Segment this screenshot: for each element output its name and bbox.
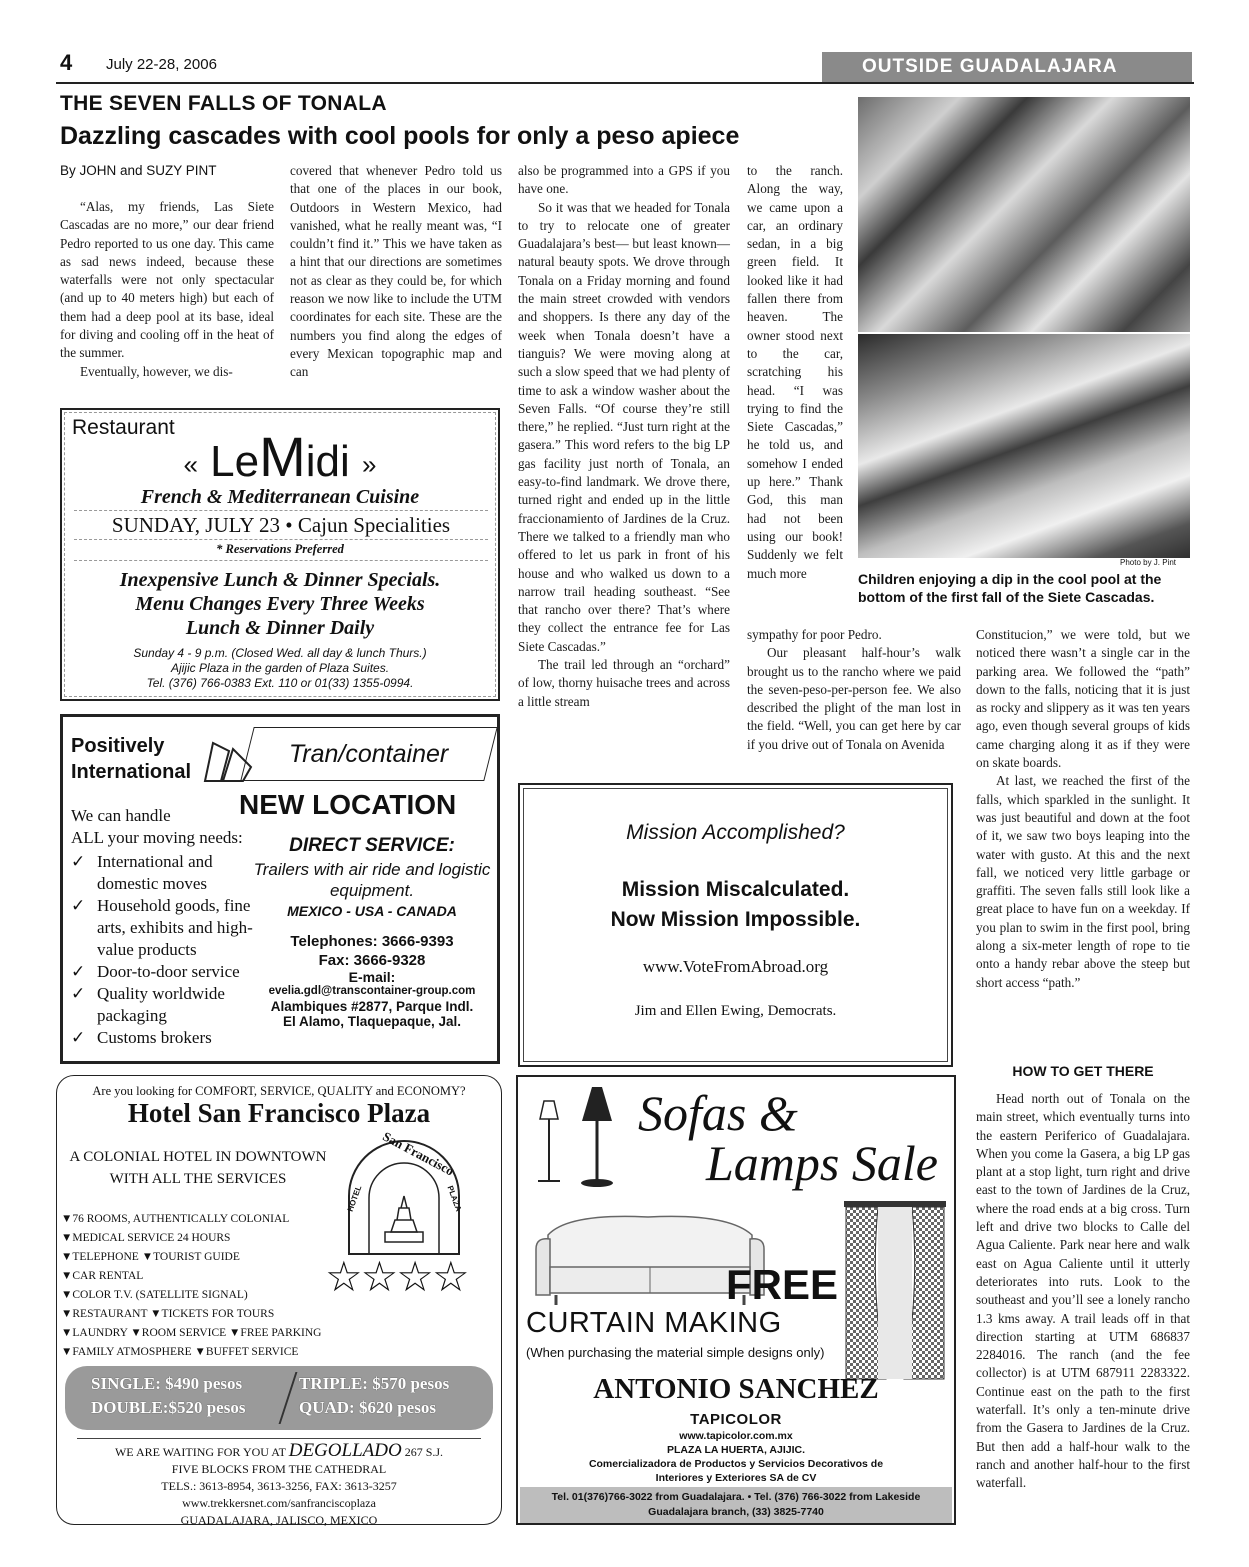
ad-mission-url: www.VoteFromAbroad.org (642, 957, 829, 976)
paragraph: At last, we reached the first of the falls, which sparkled in the sunlight. It was just beautiful and down at the foot of it, we saw two boys leaping into the water with gusto. At this and the next fall, we noticed very little garbage or graffiti. The seven falls still look like a great place to have fun on a weekday. If you plan to swim in the first pool, bring along a six-meter length of rope to tie onto a handy rebar above the steep but short access “path.” (976, 773, 1190, 990)
ad-hotel-rates (65, 1366, 493, 1430)
paragraph: Constitucion,” we were told, but we noticed there wasn’t a single car in the parking area. We followed the “path” down to the falls, noticing that it is just as rocky and slippery as it was ten years ago, even though several groups of kids came charging along it as if they were on skate boards. (976, 627, 1190, 771)
list-item: ✓ Quality worldwide packaging (71, 984, 225, 1025)
rate-quad: QUAD: $620 pesos (299, 1398, 436, 1417)
list-item: ✓ Door-to-door service (71, 962, 240, 981)
ad-trans-logo-box (240, 727, 497, 781)
rate-triple: TRIPLE: $570 pesos (299, 1374, 450, 1393)
paragraph: Our pleasant half-hour’s walk brought us to the rancho where we paid the seven-peso-per-person fee. We also described the plight of the man lost in the field. “Well, you can get here by car if you drive out of Tonala on Avenida (747, 645, 961, 752)
article-column-4 (747, 162, 843, 583)
article-column-1 (60, 198, 274, 381)
curtain-icon (844, 1201, 946, 1381)
article-byline: By JOHN and SUZY PINT (60, 163, 217, 178)
rate-double: DOUBLE:$520 pesos (91, 1398, 246, 1417)
ad-trans-brand: Positively International (71, 735, 192, 783)
ad-trans-list (71, 851, 271, 1049)
article-column-2 (290, 162, 502, 382)
ad-lemidi (60, 408, 500, 701)
list-item: ✓ International and domestic moves (71, 852, 213, 893)
ad-lemidi-special: SUNDAY, JULY 23 • Cajun Specialities (74, 510, 488, 540)
header-rule (56, 82, 1194, 84)
ad-sofas-lamps (516, 1075, 956, 1525)
waterfall-photo-bottom (858, 334, 1190, 558)
check-icon: ✓ (71, 896, 86, 915)
rate-single: SINGLE: $490 pesos (91, 1374, 243, 1393)
seal-text: PLAZA (445, 1184, 464, 1213)
ad-hotel-san-francisco (56, 1075, 502, 1525)
ad-lemidi-name: « LeMidi » (183, 425, 377, 488)
article-kicker: THE SEVEN FALLS OF TONALA (60, 92, 387, 115)
ad-lemidi-cuisine: French & Mediterranean Cuisine (140, 486, 420, 508)
ad-trans-logo: Tran/container (289, 739, 449, 768)
paragraph: So it was that we headed for Tonala to try to relocate one of greater Guadalajara’s best— but least known— natural beauty spots. We drove through Tonala on a Friday morning and found the main street crowded with vendors and shoppers. Is there any day of the week when Tonala doesn’t have a tianguis? We were moving along at such a slow speed that we had plenty of time to ask a window washer about the Seven Falls. “Of course they’re still there,” he replied. “Just turn right at the gasera.” This word refers to the big LP gas facility just north of Tonala, an easy-to-find landmark. We drove there, turned right and ended up in the little fraccionamiento of Jardines de la Cruz. There we talked to a friendly man who offered to let us park in front of his house and who walked us down to a narrow trail heading southeast. “See that rancho over there? That’s where they collect the entrance fee for Las Siete Cascadas.” (518, 199, 730, 654)
divider (77, 1438, 481, 1439)
rating-stars-icon: ☆☆☆☆ (325, 1255, 468, 1301)
ad-vote-from-abroad (518, 783, 953, 1067)
ad-sofas-title1: Sofas & (638, 1085, 798, 1141)
paragraph: covered that whenever Pedro told us that one of the places in our book, Outdoors in Western Mexico, had vanished, what he really meant was, “I couldn’t find it.” This we have taken as a hint that our directions are sometimes not as clear as they could be, for which reason we now like to include the UTM coordinates for each site. These are the numbers you find along the edges of every Mexican topographic map and can (290, 163, 502, 380)
paragraph: Head north out of Tonala on the main street, which eventually turns into the eastern Periferico of Guadalajara. When you come la Gasera, a big LP gas plant at a stop light, turn right and drive east to the town of Jardines de la Cruz, where the road ends at a big cross. Turn left and drive two blocks to Calle del Agua Caliente. Park near here and walk east on Agua Caliente until it utterly deteriorates into ruts. Look to the southeast and you’ll see a lonely rancho 1.3 kms away. A trail leads off in that direction starting at UTM 686837 2284016. The ranch (and the fee collector) is at UTM 687911 2283322. Continue east on the path to the first waterfall. It’s only a ten-minute drive from the Gasera to Jardines de la Cruz. But then add a half-hour walk to the ranch and another half-hour to the first waterfall. (976, 1091, 1190, 1491)
check-icon: ✓ (71, 1028, 86, 1047)
paragraph: Eventually, however, we dis- (80, 363, 233, 379)
ad-mission-sponsor: Jim and Ellen Ewing, Democrats. (634, 1003, 837, 1019)
ad-mission-headline: Mission Miscalculated. Now Mission Impossible. (610, 878, 861, 931)
article-column-4-continued (747, 626, 961, 754)
ad-sofas-curtain: CURTAIN MAKING (526, 1307, 782, 1339)
ad-hotel-features: ▼76 ROOMS, AUTHENTICALLY COLONIAL ▼MEDICAL SERVICE 24 HOURS ▼TELEPHONE ▼TOURIST GUIDE ▼CAR RENTAL ▼COLOR T.V. (SATELLITE SIGNAL) ▼RESTAURANT ▼TICKETS FOR TOURS ▼LAUNDRY ▼ROOM SERVICE ▼FREE PARKING ▼FAMILY ATMOSPHERE ▼BUFFET SERVICE (61, 1213, 322, 1358)
lamp-icon (528, 1081, 638, 1189)
ad-hotel-question: Are you looking for COMFORT, SERVICE, QUALITY and ECONOMY? (92, 1084, 466, 1098)
ad-sofas-phone-bar: Tel. 01(376)766-3022 from Guadalajara. • Tel. (376) 766-3022 from Lakeside Guadalajara branch, (33) 3825-7740 (520, 1487, 952, 1523)
article-column-3 (518, 162, 730, 711)
ad-trans-we-handle: We can handle ALL your moving needs: (71, 806, 243, 847)
article-column-5 (976, 626, 1190, 992)
ad-hotel-name: Hotel San Francisco Plaza (127, 1098, 431, 1128)
paragraph: also be programmed into a GPS if you have one. (518, 163, 730, 197)
photo-caption: Children enjoying a dip in the cool pool at the bottom of the first fall of the Siete Cascadas. (858, 571, 1162, 605)
ad-sofas-brand: TAPICOLOR (690, 1411, 782, 1428)
ad-lemidi-info: Sunday 4 - 9 p.m. (Closed Wed. all day & lunch Thurs.) Ajijic Plaza in the garden of Plaza Suites. Tel. (376) 766-0383 Ext. 110 or 01(33) 1355-0994. (133, 646, 427, 690)
sidebar-body (976, 1090, 1190, 1493)
ad-sofas-condition: (When purchasing the material simple designs only) (526, 1345, 825, 1360)
sidebar-title: HOW TO GET THERE (1012, 1063, 1154, 1079)
seal-text: San Francisco (380, 1128, 457, 1179)
ad-sofas-name: ANTONIO SANCHEZ (593, 1373, 879, 1405)
list-item: ✓ Customs brokers (71, 1028, 212, 1047)
ad-sofas-free: FREE (726, 1261, 839, 1308)
waterfall-photo-top (858, 97, 1190, 332)
seal-text: HOTEL (345, 1184, 364, 1213)
page-number: 4 (60, 50, 73, 75)
check-icon: ✓ (71, 852, 86, 871)
ad-sofas-contact: www.tapicolor.com.mx PLAZA LA HUERTA, AJIJIC. Comercializadora de Productos y Servicios Decorativos de Interiores y Exteriores SA de CV (588, 1430, 884, 1484)
check-icon: ✓ (71, 984, 86, 1003)
ad-transcontainer (60, 714, 500, 1064)
article-headline: Dazzling cascades with cool pools for only a peso apiece (60, 122, 740, 150)
ad-lemidi-reservations: * Reservations Preferred (216, 542, 344, 556)
ad-lemidi-tag: Restaurant (72, 416, 175, 439)
paragraph: “Alas, my friends, Las Siete Cascadas are no more,” our dear friend Pedro reported to us one day. This came as sad news indeed, because these waterfalls were not only spectacular (and up to 40 meters high) but each of them had a deep pool at its base, ideal for diving and cooling off in the heat of the summer. (60, 199, 274, 361)
ad-hotel-tagline: A COLONIAL HOTEL IN DOWNTOWN WITH ALL THE SERVICES (69, 1149, 327, 1187)
ad-mission-line1: Mission Accomplished? (626, 821, 845, 844)
paragraph: sympathy for poor Pedro. (747, 627, 882, 642)
list-item: ✓ Household goods, fine arts, exhibits and high-value products (71, 896, 253, 959)
ad-trans-service: DIRECT SERVICE: Trailers with air ride and logistic equipment. MEXICO - USA - CANADA Telephones: 3666-9393 Fax: 3666-9328 E-mail: evelia.gdl@transcontainer-group.com Alambiques #2877, Parque Indl. El Alamo, Tlaquepaque, Jal. (253, 835, 491, 1029)
ad-hotel-contact: WE ARE WAITING FOR YOU AT DEGOLLADO 267 S.J. FIVE BLOCKS FROM THE CATHEDRAL TELS.: 3613-8954, 3613-3256, FAX: 3613-3257 www.trekkersnet.com/sanfranciscoplaza GUADALAJARA, JALISCO, MEXICO (114, 1440, 444, 1527)
section-title: OUTSIDE GUADALAJARA (862, 56, 1118, 77)
section-banner (822, 52, 1192, 82)
divider (74, 560, 488, 561)
check-icon: ✓ (71, 962, 86, 981)
ad-trans-new-location: NEW LOCATION (239, 789, 457, 820)
ad-sofas-title2: Lamps Sale (706, 1135, 938, 1191)
divider (279, 1372, 298, 1424)
ad-lemidi-specials: Inexpensive Lunch & Dinner Specials. Menu Changes Every Three Weeks Lunch & Dinner Daily (119, 569, 441, 639)
issue-date: July 22-28, 2006 (106, 56, 217, 73)
paragraph: to the ranch. Along the way, we came upon a car, an ordinary sedan, in a big green field. It looked like it had fallen there from heaven. The owner stood next to the car, scratching his head. “I was trying to find the Siete Cascadas,” he told us, and somehow I ended up here.” Thank God, this man had not been using our book! Suddenly we felt much more (747, 163, 843, 581)
paragraph: The trail led through an “orchard” of low, thorny huisache trees and across a little stream (518, 657, 730, 709)
photo-credit: Photo by J. Pint (1120, 558, 1177, 567)
